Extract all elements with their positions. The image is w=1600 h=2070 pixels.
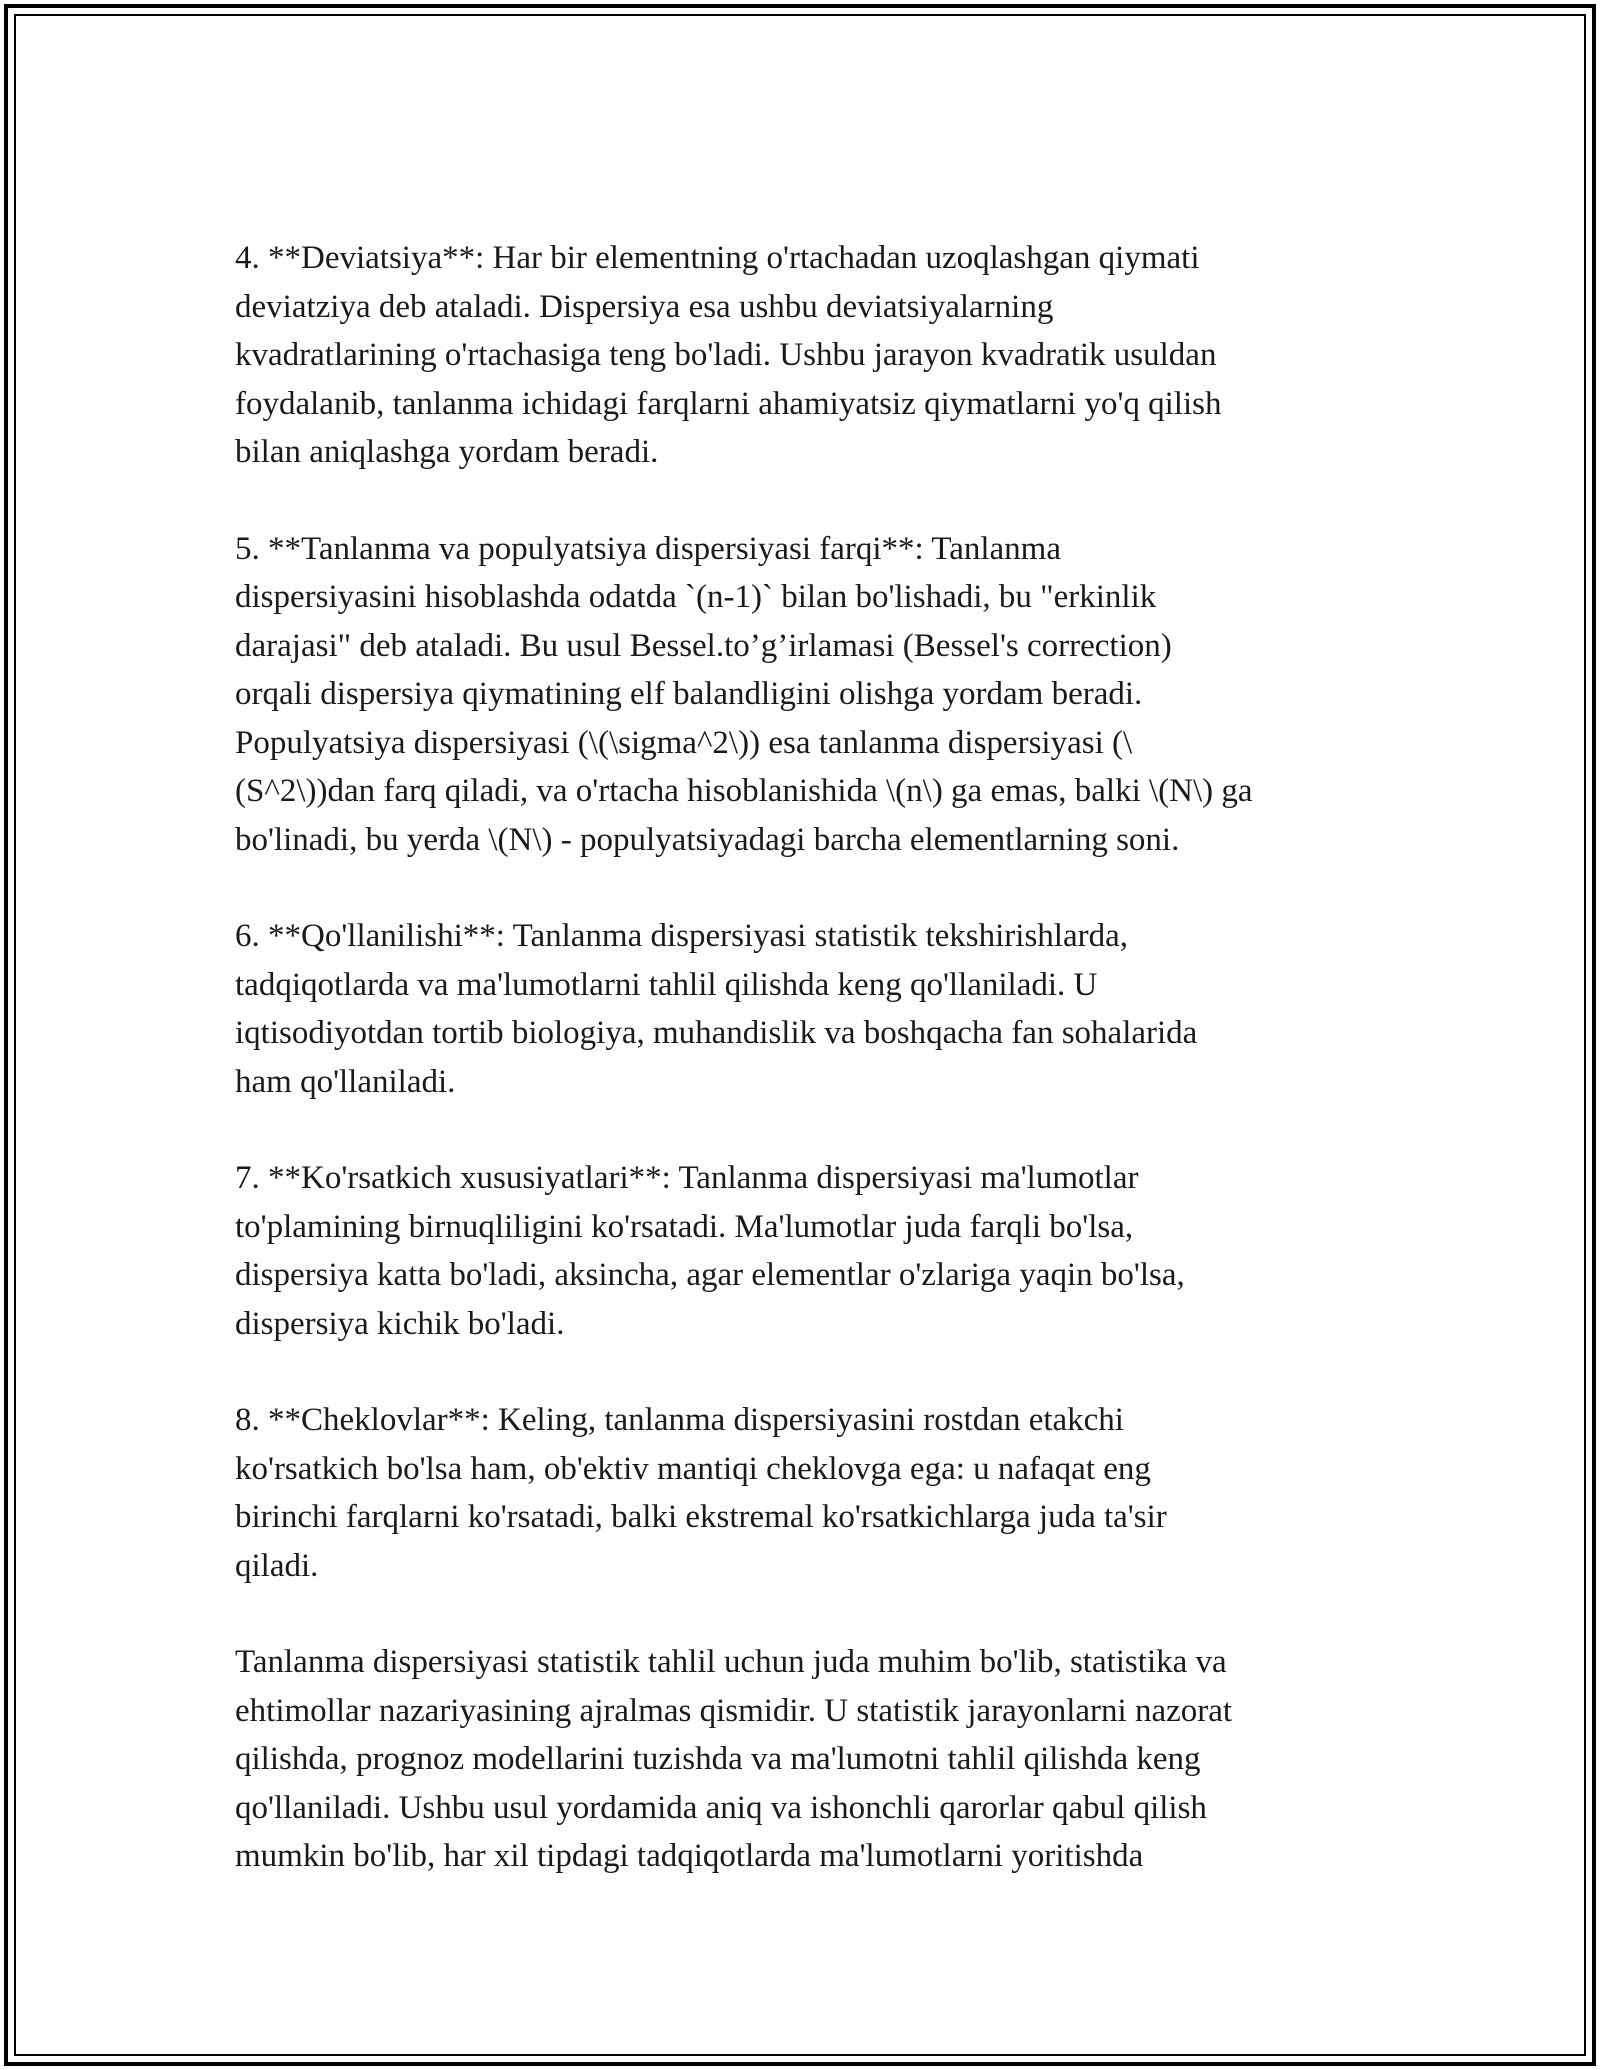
paragraph-qollanilishi: 6. **Qo'llanilishi**: Tanlanma dispersiyasi statistik tekshirishlarda, tadqiqotlarda va ma'lumotlarni tahlil qilishda keng qo'llaniladi. U iqtisodiyotdan tortib biologiya, muhandislik va boshqacha fan sohalarida ham qo'llaniladi. — [235, 918, 1198, 1100]
paragraph-conclusion: Tanlanma dispersiyasi statistik tahlil uchun juda muhim bo'lib, statistika va ehtimollar nazariyasining ajralmas qismidir. U statistik jarayonlarni nazorat qilishda, prognoz modellarini tuzishda va ma'lumotni tahlil qilishda keng qo'llaniladi. Ushbu usul yordamida aniq va ishonchli qarorlar qabul qilish mumkin bo'lib, har xil tipdagi tadqiqotlarda ma'lumotlarni yoritishda — [235, 1644, 1233, 1874]
paragraph-korsatkich-xususiyatlari: 7. **Ko'rsatkich xususiyatlari**: Tanlanma dispersiyasi ma'lumotlar to'plamining birnuqliligini ko'rsatadi. Ma'lumotlar juda farqli bo'lsa, dispersiya katta bo'ladi, aksincha, agar elementlar o'zlariga yaqin bo'lsa, dispersiya kichik bo'ladi. — [235, 1160, 1185, 1342]
document-body — [235, 234, 1385, 1881]
paragraph-deviatsiya: 4. **Deviatsiya**: Har bir elementning o'rtachadan uzoqlashgan qiymati deviatziya deb ataladi. Dispersiya esa ushbu deviatsiyalarning kvadratlarining o'rtachasiga teng bo'ladi. Ushbu jarayon kvadratik usuldan foydalanib, tanlanma ichidagi farqlarni ahamiyatsiz qiymatlarni yo'q qilish bilan aniqlashga yordam beradi. — [235, 240, 1222, 470]
paragraph-cheklovlar: 8. **Cheklovlar**: Keling, tanlanma dispersiyasini rostdan etakchi ko'rsatkich bo'lsa ham, ob'ektiv mantiqi cheklovga ega: u nafaqat eng birinchi farqlarni ko'rsatadi, balki ekstremal ko'rsatkichlarga juda ta'sir qiladi. — [235, 1402, 1167, 1584]
paragraph-tanlanma-populyatsiya-farqi: 5. **Tanlanma va populyatsiya dispersiyasi farqi**: Tanlanma dispersiyasini hisoblashda odatda `(n-1)` bilan bo'lishadi, bu "erkinlik darajasi" deb ataladi. Bu usul Bessel.to’g’irlamasi (Bessel's correction) orqali dispersiya qiymatining elf balandligini olishga yordam beradi. Populyatsiya dispersiyasi (\(\sigma^2\)) esa tanlanma dispersiyasi (\ (S^2\))dan farq qiladi, va o'rtacha hisoblanishida \(n\) ga emas, balki \(N\) ga bo'linadi, bu yerda \(N\) - populyatsiyadagi barcha elementlarning soni. — [235, 530, 1253, 858]
